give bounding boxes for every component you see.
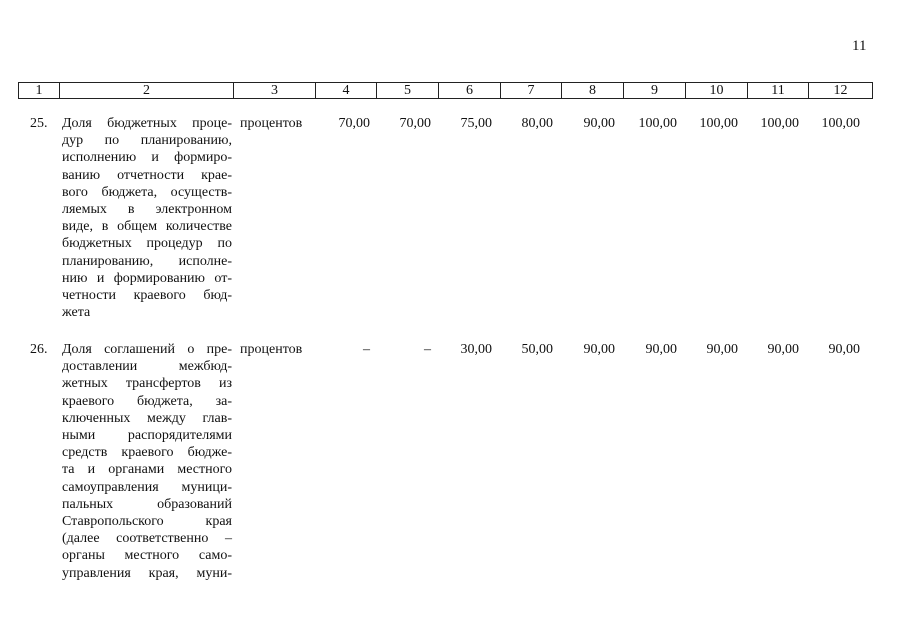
value-col8: 90,00 xyxy=(583,116,615,131)
description-line: Доля соглашений о пре- xyxy=(62,342,232,357)
description-line: управления края, муни- xyxy=(62,565,232,581)
description-line: бюджетных процедур по xyxy=(62,236,232,252)
value-col11: 90,00 xyxy=(767,342,799,357)
description-line: ными распорядителями xyxy=(62,428,232,444)
header-cell: 4 xyxy=(316,83,377,99)
value-col9: 100,00 xyxy=(638,116,677,131)
header-cell: 3 xyxy=(234,83,316,99)
description-line: нию и формированию от- xyxy=(62,270,232,286)
header-cell: 6 xyxy=(439,83,501,99)
description-line: четности краевого бюд- xyxy=(62,288,232,304)
row-unit: процентов xyxy=(240,342,303,357)
header-cell: 7 xyxy=(501,83,562,99)
description-line: жетных трансфертов из xyxy=(62,376,232,392)
description-line: виде, в общем количестве xyxy=(62,219,232,235)
value-col12: 90,00 xyxy=(828,342,860,357)
header-cell: 5 xyxy=(377,83,439,99)
description-line: планированию, исполне- xyxy=(62,253,232,269)
row-description xyxy=(62,115,232,321)
value-col12: 100,00 xyxy=(821,116,860,131)
value-col7: 50,00 xyxy=(521,342,553,357)
row-description xyxy=(62,341,232,582)
description-line: средств краевого бюдже- xyxy=(62,445,232,461)
value-col5: – xyxy=(424,342,431,357)
value-col8: 90,00 xyxy=(583,342,615,357)
row-unit: процентов xyxy=(240,116,303,131)
header-cell: 11 xyxy=(748,83,809,99)
description-line: органы местного само- xyxy=(62,548,232,564)
description-line: ванию отчетности крае- xyxy=(62,167,232,183)
description-line: исполнению и формиро- xyxy=(62,150,232,166)
column-header-row xyxy=(18,82,873,99)
row-number: 25. xyxy=(30,116,48,131)
description-line: ключенных между глав- xyxy=(62,410,232,426)
description-line: дур по планированию, xyxy=(62,133,232,149)
header-cell: 2 xyxy=(60,83,234,99)
description-line: Ставропольского края xyxy=(62,514,232,530)
description-line: доставлении межбюд- xyxy=(62,359,232,375)
value-col9: 90,00 xyxy=(645,342,677,357)
page-number: 11 xyxy=(852,38,867,54)
value-col7: 80,00 xyxy=(521,116,553,131)
description-line: (далее соответственно – xyxy=(62,531,232,547)
value-col4: 70,00 xyxy=(338,116,370,131)
description-line: краевого бюджета, за- xyxy=(62,393,232,409)
header-cell: 1 xyxy=(19,83,60,99)
value-col11: 100,00 xyxy=(760,116,799,131)
description-line: ляемых в электронном xyxy=(62,202,232,218)
header-cell: 10 xyxy=(686,83,748,99)
header-cell: 12 xyxy=(809,83,873,99)
header-cell: 8 xyxy=(562,83,624,99)
value-col6: 75,00 xyxy=(460,116,492,131)
row-number: 26. xyxy=(30,342,48,357)
value-col10: 100,00 xyxy=(699,116,738,131)
description-line: пальных образований xyxy=(62,496,232,512)
header-cell: 9 xyxy=(624,83,686,99)
description-line: самоуправления муници- xyxy=(62,479,232,495)
description-line: вого бюджета, осуществ- xyxy=(62,184,232,200)
value-col5: 70,00 xyxy=(399,116,431,131)
value-col10: 90,00 xyxy=(706,342,738,357)
description-line: Доля бюджетных проце- xyxy=(62,116,232,131)
value-col4: – xyxy=(363,342,370,357)
value-col6: 30,00 xyxy=(460,342,492,357)
description-line: та и органами местного xyxy=(62,462,232,478)
description-line: жета xyxy=(62,305,91,321)
